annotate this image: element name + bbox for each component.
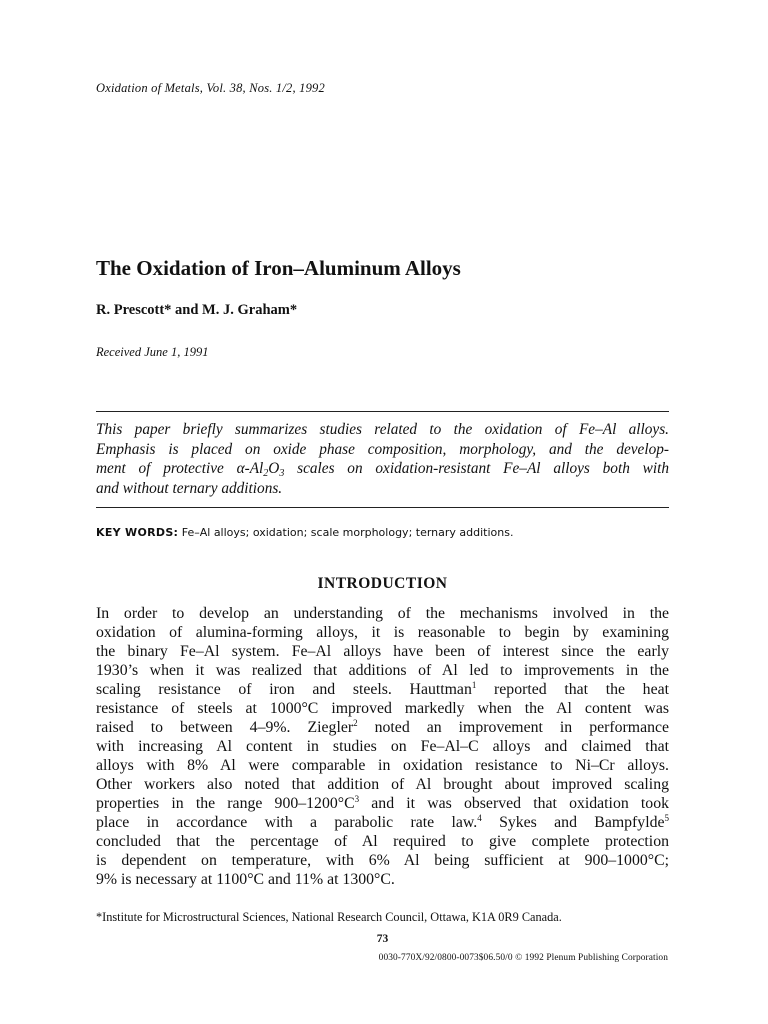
abstract-line: This paper briefly summarizes studies related to the oxidation of Fe–Al alloys. [96,421,669,438]
received-date: Received June 1, 1991 [96,345,209,359]
copyright-line: 0030-770X/92/0800-0073$06.50/0 © 1992 Plenum Publishing Corporation [378,953,668,963]
keywords-label: KEY WORDS: [96,526,179,539]
body-line: resistance of steels at 1000°C improved markedly when the Al content was [96,700,669,717]
abstract-bottom-rule [96,507,669,508]
keywords [96,526,513,539]
abstract-top-rule [96,411,669,412]
page-number: 73 [376,933,389,945]
body-line: scaling resistance of iron and steels. Hauttman$^1$ reported that the heat [96,680,669,698]
body-line: oxidation of alumina-forming alloys, it is reasonable to begin by examining [96,624,669,641]
body-line: properties in the range $900-1200^\circ C^3$ and it was observed that oxidation took [96,794,670,812]
abstract [96,420,669,498]
body-line: with increasing Al content in studies on Fe–Al–C alloys and claimed that [96,738,669,755]
journal-citation: Oxidation of Metals, Vol. 38, Nos. 1/2, 1992 [96,81,325,95]
body-line: alloys with 8% Al were comparable in oxidation resistance to Ni–Cr alloys. [96,757,669,774]
body-line: Other workers also noted that addition of Al brought about improved scaling [96,776,669,793]
abstract-line: and without ternary additions. [96,479,283,497]
keywords-text: Fe–Al alloys; oxidation; scale morphology; ternary additions. [178,526,514,539]
introduction-body [96,604,669,889]
body-line: the binary Fe–Al system. Fe–Al alloys have been of interest since the early [96,643,669,660]
body-line: raised to between 4–9%. Ziegler$^2$ noted an improvement in performance [96,718,670,736]
article-authors: R. Prescott* and M. J. Graham* [96,302,298,318]
body-line: concluded that the percentage of Al required to give complete protection [96,833,669,850]
body-line: is dependent on temperature, with 6% Al being sufficient at 900–1000°C; [96,852,669,869]
section-heading: INTRODUCTION [317,575,448,592]
body-line: In order to develop an understanding of the mechanisms involved in the [96,605,669,622]
body-line: 9% is necessary at 1100°C and 11% at 1300°C. [96,871,395,888]
body-line: 1930’s when it was realized that additions of Al led to improvements in the [96,662,669,679]
body-line: place in accordance with a parabolic rate law.$^4$ Sykes and Bampfylde$^5$ [96,813,669,831]
article-title: The Oxidation of Iron–Aluminum Alloys [96,256,461,280]
affiliation-footnote: *Institute for Microstructural Sciences, National Research Council, Ottawa, K1A 0R9 Canada. [96,910,562,924]
abstract-line: Emphasis is placed on oxide phase composition, morphology, and the develop- [96,440,669,458]
abstract-line: ment of protective $\alpha-Al_2O_3$ scales on oxidation-resistant Fe–Al alloys both with [96,460,669,479]
